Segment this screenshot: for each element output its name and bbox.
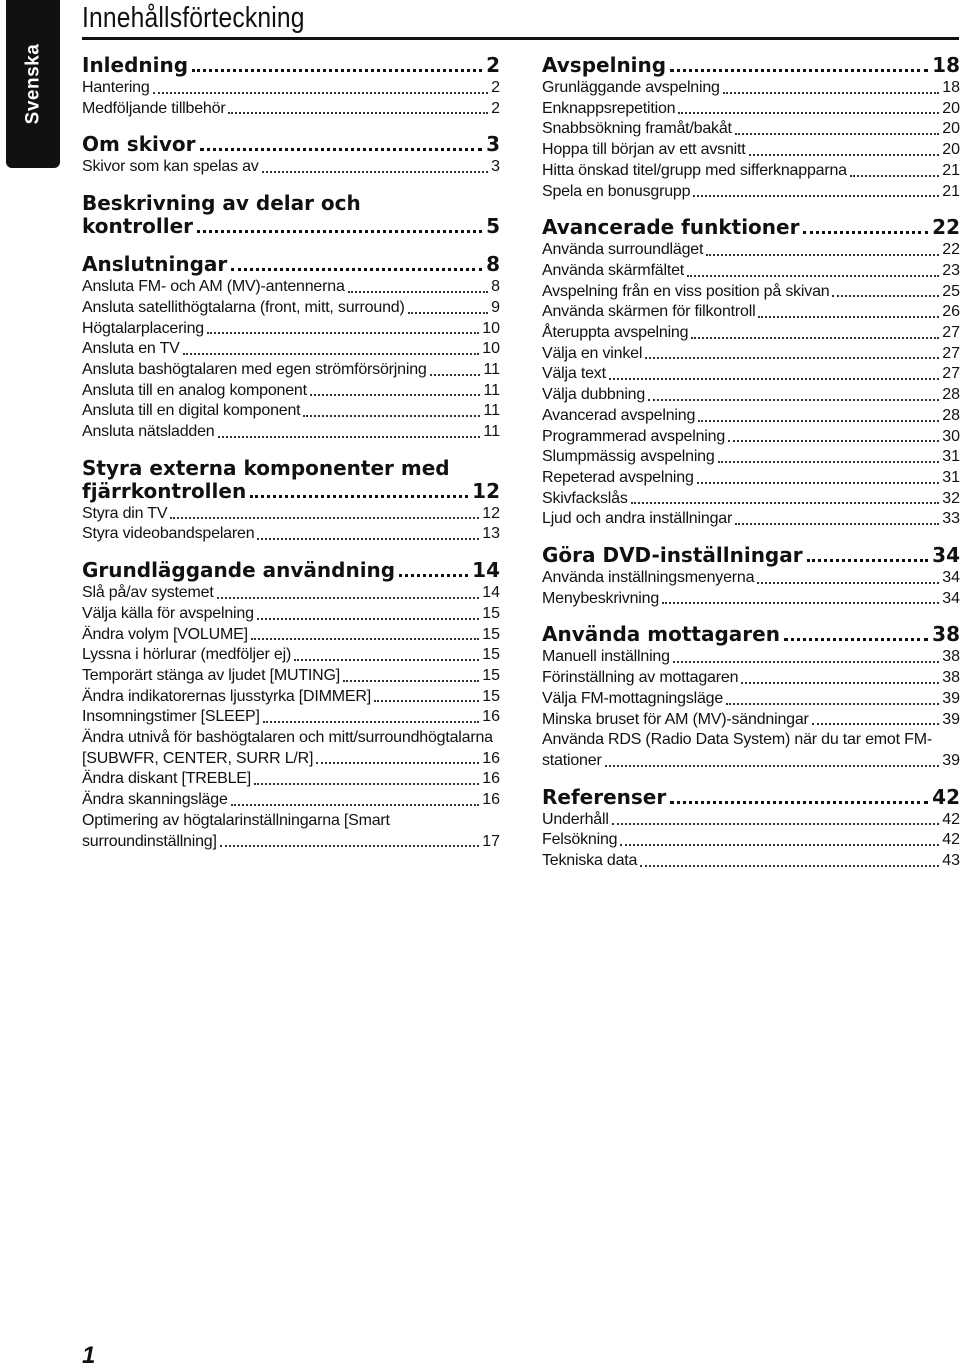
toc-entry-page: 3	[491, 158, 500, 176]
toc-entry[interactable]	[82, 687, 500, 708]
toc-entry-title: Högtalarplacering	[82, 319, 205, 337]
dot-leader	[183, 353, 480, 355]
toc-entry-title: Underhåll	[542, 810, 609, 828]
toc-entry-title: Ändra skanningsläge	[82, 791, 228, 809]
toc-entry-title: Välja dubbning	[542, 386, 646, 404]
toc-entry-page: 15	[482, 646, 500, 664]
toc-entry-page: 16	[482, 791, 500, 809]
toc-section	[82, 253, 500, 443]
toc-entry-title: Ändra indikatorernas ljusstyrka [DIMMER]	[82, 687, 371, 705]
toc-entry-page: 23	[942, 261, 960, 279]
toc-entry-page: 30	[942, 427, 960, 445]
dot-leader	[218, 436, 481, 438]
toc-entry[interactable]	[542, 851, 960, 872]
toc-entry[interactable]	[542, 668, 960, 689]
toc-column-left	[82, 54, 500, 866]
toc-section	[82, 192, 500, 239]
dot-leader	[399, 574, 468, 577]
dot-leader	[228, 112, 488, 114]
section-page-number: 22	[932, 215, 960, 240]
dot-leader	[670, 69, 928, 72]
toc-entry-page: 42	[942, 831, 960, 849]
toc-entry-page: 27	[942, 365, 960, 383]
toc-entry-page: 38	[942, 648, 960, 666]
section-page-number: 42	[932, 784, 960, 809]
toc-entry-title: Hitta önskad titel/grupp med sifferknapparna	[542, 161, 847, 179]
toc-entry-page: 11	[483, 402, 500, 420]
dot-leader	[207, 332, 479, 334]
toc-entry-title: Använda skärmfältet	[542, 261, 685, 279]
toc-entry[interactable]	[542, 810, 960, 831]
dot-leader	[316, 762, 479, 764]
section-heading[interactable]	[542, 544, 960, 568]
dot-leader	[687, 275, 939, 277]
toc-entry[interactable]	[542, 385, 960, 406]
toc-entry-page: 22	[942, 241, 960, 259]
toc-entry[interactable]	[542, 364, 960, 385]
toc-entry-page: 27	[942, 344, 960, 362]
dot-leader	[678, 112, 939, 114]
toc-entry-page: 26	[942, 303, 960, 321]
toc-entry[interactable]	[82, 277, 500, 298]
toc-entry[interactable]	[542, 282, 960, 303]
toc-entry-page: 12	[482, 504, 500, 522]
toc-entry[interactable]	[82, 790, 500, 811]
toc-entry[interactable]	[82, 769, 500, 790]
section-heading-line1: Beskrivning av delar och	[82, 191, 361, 216]
dot-leader	[310, 394, 481, 396]
toc-entry-title: Medföljande tillbehör	[82, 99, 226, 117]
dot-leader	[735, 523, 939, 525]
dot-leader	[200, 148, 483, 151]
toc-entry[interactable]	[82, 583, 500, 604]
dot-leader	[231, 804, 480, 806]
toc-entry-title: Ansluta nätsladden	[82, 423, 215, 441]
dot-leader	[735, 133, 939, 135]
toc-entry-page: 39	[942, 710, 960, 728]
toc-entry-page: 33	[942, 510, 960, 528]
dot-leader	[749, 154, 940, 156]
toc-entry-title: Återuppta avspelning	[542, 324, 689, 342]
dot-leader	[691, 337, 939, 339]
toc-entry-title: Felsökning	[542, 831, 618, 849]
section-heading[interactable]	[542, 54, 960, 78]
toc-entry[interactable]	[82, 707, 500, 728]
toc-section	[542, 786, 960, 872]
dot-leader	[343, 680, 479, 682]
toc-entry-page: 34	[942, 589, 960, 607]
toc-entry[interactable]	[542, 182, 960, 203]
dot-leader	[698, 420, 939, 422]
dot-leader	[662, 602, 939, 604]
dot-leader	[718, 461, 940, 463]
toc-entry[interactable]	[82, 401, 500, 422]
toc-entry-title: Använda surroundläget	[542, 241, 704, 259]
dot-leader	[430, 374, 481, 376]
toc-entry-title: Ansluta en TV	[82, 340, 180, 358]
toc-entry-page: 15	[482, 666, 500, 684]
section-heading-title: Göra DVD-inställningar	[542, 543, 803, 568]
toc-entry[interactable]	[82, 298, 500, 319]
toc-entry[interactable]	[542, 689, 960, 710]
dot-leader	[217, 597, 480, 599]
dot-leader	[648, 399, 939, 401]
toc-entry-title: surroundinställning]	[82, 832, 217, 850]
toc-section	[542, 54, 960, 202]
toc-entry[interactable]	[542, 568, 960, 589]
toc-entry-title: Skivor som kan spelas av	[82, 158, 259, 176]
toc-entry-title: Snabbsökning framåt/bakåt	[542, 120, 732, 138]
dot-leader	[170, 517, 479, 519]
toc-entry-title: Avancerad avspelning	[542, 406, 696, 424]
dot-leader	[640, 865, 939, 867]
section-heading-title: kontroller	[82, 214, 194, 239]
toc-section	[542, 216, 960, 530]
toc-entry-page: 20	[942, 120, 960, 138]
toc-entry-page: 43	[942, 852, 960, 870]
section-heading[interactable]	[82, 54, 500, 78]
toc-entry-title: Enknappsrepetition	[542, 99, 676, 117]
toc-entry[interactable]	[82, 422, 500, 443]
page-title: Innehållsförteckning	[82, 2, 305, 34]
toc-entry-title: Ansluta satellithögtalarna (front, mitt, surround)	[82, 298, 405, 316]
toc-entry-page: 27	[942, 324, 960, 342]
section-page-number: 8	[486, 252, 500, 277]
dot-leader	[192, 69, 482, 72]
toc-entry-title: Ljud och andra inställningar	[542, 510, 733, 528]
toc-entry-title: Ansluta bashögtalaren med egen strömförsörjning	[82, 360, 427, 378]
section-heading-line2	[82, 215, 500, 238]
toc-entry[interactable]	[542, 830, 960, 851]
toc-entry-title: Hantering	[82, 79, 150, 96]
dot-leader	[620, 844, 939, 846]
dot-leader	[757, 582, 939, 584]
toc-section	[542, 544, 960, 609]
dot-leader	[832, 295, 939, 297]
dot-leader	[673, 661, 939, 663]
toc-entry-title: Skivfackslås	[542, 489, 628, 507]
toc-entry-title: Avspelning från en viss position på skivan	[542, 282, 830, 300]
toc-entry-line1: Använda RDS (Radio Data System) när du tar emot FM-	[542, 731, 932, 749]
dot-leader	[197, 230, 482, 233]
dot-leader	[294, 659, 479, 661]
toc-entry-page: 9	[491, 298, 500, 316]
toc-entry[interactable]	[82, 666, 500, 687]
section-heading-line1: Styra externa komponenter med	[82, 455, 450, 480]
section-heading[interactable]	[82, 559, 500, 583]
toc-entry-page: 11	[483, 381, 500, 399]
dot-leader	[697, 482, 940, 484]
dot-leader	[758, 316, 939, 318]
dot-leader	[605, 765, 940, 767]
toc-entry-page: 10	[482, 319, 500, 337]
toc-entry[interactable]	[82, 728, 500, 769]
toc-entry-title: Programmerad avspelning	[542, 427, 726, 445]
dot-leader	[257, 618, 479, 620]
toc-entry[interactable]	[542, 119, 960, 140]
toc-entry[interactable]	[542, 489, 960, 510]
dot-leader	[741, 682, 939, 684]
toc-entry-title: Välja källa för avspelning	[82, 604, 254, 622]
toc-entry-page: 11	[483, 423, 500, 441]
section-page-number: 3	[486, 132, 500, 157]
dot-leader	[784, 638, 928, 641]
toc-entry-title: stationer	[542, 751, 602, 769]
dot-leader	[254, 783, 479, 785]
section-heading[interactable]	[82, 133, 500, 157]
toc-entry-page: 11	[483, 360, 500, 378]
dot-leader	[612, 823, 940, 825]
toc-entry-page: 8	[491, 278, 500, 296]
toc-entry-title: [SUBWFR, CENTER, SURR L/R]	[82, 749, 314, 767]
section-heading[interactable]	[82, 192, 500, 239]
toc-entry[interactable]	[82, 339, 500, 360]
toc-entry[interactable]	[542, 710, 960, 731]
toc-entry-title: Repeterad avspelning	[542, 468, 694, 486]
section-heading-title: Om skivor	[82, 132, 196, 157]
toc-entry-title: Hoppa till början av ett avsnitt	[542, 141, 746, 159]
dot-leader	[220, 845, 479, 847]
toc-entry-title: Manuell inställning	[542, 648, 670, 666]
toc-entry-title: Insomningstimer [SLEEP]	[82, 708, 260, 726]
dot-leader	[231, 268, 482, 271]
toc-entry-title: Minska bruset för AM (MV)-sändningar	[542, 710, 809, 728]
dot-leader	[723, 92, 939, 94]
toc-entry-page: 18	[942, 79, 960, 96]
toc-entry-page: 15	[482, 687, 500, 705]
dot-leader	[250, 495, 468, 498]
toc-entry-page: 31	[942, 448, 960, 466]
toc-entry-title: Slumpmässig avspelning	[542, 448, 715, 466]
toc-entry[interactable]	[542, 140, 960, 161]
section-page-number: 12	[472, 478, 500, 503]
dot-leader	[374, 700, 479, 702]
toc-entry-page: 31	[942, 468, 960, 486]
toc-entry-page: 21	[942, 161, 960, 179]
dot-leader	[726, 703, 939, 705]
toc-entry-page: 39	[942, 689, 960, 707]
toc-entry-title: Spela en bonusgrupp	[542, 182, 691, 200]
section-page-number: 18	[932, 53, 960, 77]
toc-entry[interactable]	[542, 344, 960, 365]
language-tab-label: Svenska	[22, 43, 43, 125]
section-heading[interactable]	[542, 623, 960, 647]
toc-entry-page: 34	[942, 569, 960, 587]
toc-entry-page: 39	[942, 751, 960, 769]
section-heading-title: Grundläggande användning	[82, 558, 396, 583]
dot-leader	[706, 254, 939, 256]
toc-entry[interactable]	[82, 811, 500, 852]
toc-entry[interactable]	[542, 647, 960, 668]
toc-entry[interactable]	[542, 323, 960, 344]
toc-entry-title: Välja FM-mottagningsläge	[542, 689, 724, 707]
toc-entry[interactable]	[542, 99, 960, 120]
section-page-number: 14	[472, 558, 500, 583]
toc-entry-title: Temporärt stänga av ljudet [MUTING]	[82, 666, 340, 684]
toc-entry[interactable]	[542, 730, 960, 771]
toc-entry-page: 20	[942, 141, 960, 159]
section-heading-title: Anslutningar	[82, 252, 228, 277]
toc-entry[interactable]	[542, 161, 960, 182]
toc-entry-page: 28	[942, 386, 960, 404]
toc-entry-line1: Ändra utnivå för bashögtalaren och mitt/surroundhögtalarna	[82, 729, 493, 747]
toc-entry[interactable]	[542, 302, 960, 323]
section-page-number: 34	[932, 543, 960, 568]
toc-entry-line2	[82, 832, 500, 853]
dot-leader	[263, 721, 480, 723]
toc-entry[interactable]	[542, 447, 960, 468]
toc-entry-title: Använda skärmen för filkontroll	[542, 303, 756, 321]
toc-entry[interactable]	[542, 468, 960, 489]
toc-entry[interactable]	[542, 509, 960, 530]
toc-entry[interactable]	[82, 319, 500, 340]
toc-entry[interactable]	[82, 157, 500, 178]
toc-entry-page: 15	[482, 625, 500, 643]
toc-entry[interactable]	[542, 78, 960, 99]
section-page-number: 5	[486, 214, 500, 239]
toc-entry-title: Ansluta FM- och AM (MV)-antennerna	[82, 278, 345, 296]
toc-entry[interactable]	[82, 360, 500, 381]
toc-entry-page: 21	[942, 182, 960, 200]
toc-entry[interactable]	[542, 240, 960, 261]
toc-entry-page: 17	[482, 832, 500, 850]
toc-entry[interactable]	[82, 381, 500, 402]
toc-entry[interactable]	[82, 524, 500, 545]
dot-leader	[262, 171, 488, 173]
toc-entry-title: Förinställning av mottagaren	[542, 669, 739, 687]
toc-entry[interactable]	[82, 504, 500, 525]
toc-entry-page: 13	[482, 525, 500, 543]
language-tab	[6, 0, 60, 168]
toc-section	[542, 623, 960, 771]
toc-entry-line2	[82, 749, 500, 770]
toc-entry-page: 10	[482, 340, 500, 358]
toc-entry-line2	[542, 751, 960, 772]
toc-entry-page: 2	[491, 99, 500, 117]
section-heading-title: Använda mottagaren	[542, 622, 780, 647]
toc-entry-title: Menybeskrivning	[542, 589, 660, 607]
toc-section	[82, 133, 500, 178]
section-heading-title: Avancerade funktioner	[542, 215, 800, 240]
section-heading[interactable]	[82, 253, 500, 277]
toc-entry-title: Tekniska data	[542, 852, 638, 870]
toc-entry-page: 14	[482, 584, 500, 602]
section-heading-line2	[82, 480, 500, 503]
toc-entry[interactable]	[542, 427, 960, 448]
toc-entry-page: 16	[482, 708, 500, 726]
dot-leader	[303, 415, 480, 417]
toc-entry-page: 38	[942, 669, 960, 687]
dot-leader	[631, 502, 940, 504]
toc-entry[interactable]	[542, 261, 960, 282]
toc-entry-title: Slå på/av systemet	[82, 584, 214, 602]
toc-entry-title: Använda inställningsmenyerna	[542, 569, 755, 587]
toc-entry-title: Ansluta till en analog komponent	[82, 381, 307, 399]
toc-entry-title: Ändra volym [VOLUME]	[82, 625, 248, 643]
toc-entry-title: Lyssna i hörlurar (medföljer ej)	[82, 646, 292, 664]
dot-leader	[609, 378, 939, 380]
toc-entry-page: 42	[942, 810, 960, 828]
toc-entry-page: 28	[942, 406, 960, 424]
dot-leader	[728, 440, 939, 442]
dot-leader	[257, 538, 479, 540]
dot-leader	[803, 231, 928, 234]
dot-leader	[812, 723, 940, 725]
toc-entry[interactable]	[82, 604, 500, 625]
toc-section	[82, 457, 500, 545]
dot-leader	[408, 312, 488, 314]
section-heading-title: Referenser	[542, 784, 667, 809]
toc-section	[82, 54, 500, 119]
dot-leader	[850, 175, 939, 177]
toc-entry-title: Ansluta till en digital komponent	[82, 402, 301, 420]
section-heading-title: Inledning	[82, 53, 189, 77]
dot-leader	[348, 291, 488, 293]
toc-entry-page: 32	[942, 489, 960, 507]
page-number: 1	[82, 1342, 96, 1369]
toc-entry-title: Ändra diskant [TREBLE]	[82, 770, 252, 788]
toc-entry-page: 25	[942, 282, 960, 300]
toc-column-right	[542, 54, 960, 886]
dot-leader	[645, 357, 939, 359]
toc-entry[interactable]	[82, 625, 500, 646]
dot-leader	[251, 638, 479, 640]
dot-leader	[153, 92, 489, 94]
toc-entry-page: 15	[482, 604, 500, 622]
toc-entry-page: 2	[491, 79, 500, 96]
section-page-number: 2	[486, 53, 500, 77]
toc-entry-page: 20	[942, 99, 960, 117]
title-divider	[82, 37, 959, 40]
toc-entry-title: Välja en vinkel	[542, 344, 643, 362]
toc-entry-title: Välja text	[542, 365, 606, 383]
dot-leader	[807, 559, 929, 562]
section-heading[interactable]	[542, 216, 960, 240]
toc-entry[interactable]	[82, 99, 500, 120]
section-page-number: 38	[932, 622, 960, 647]
toc-entry-line1: Optimering av högtalarinställningarna [Smart	[82, 811, 390, 829]
section-heading-title: fjärrkontrollen	[82, 478, 247, 503]
toc-entry[interactable]	[542, 406, 960, 427]
toc-entry[interactable]	[542, 589, 960, 610]
toc-entry-title: Styra din TV	[82, 504, 168, 522]
toc-entry[interactable]	[82, 645, 500, 666]
toc-entry-title: Styra videobandspelaren	[82, 525, 255, 543]
toc-entry-title: Grunläggande avspelning	[542, 79, 720, 96]
section-heading-title: Avspelning	[542, 53, 667, 77]
toc-entry-page: 16	[482, 749, 500, 767]
dot-leader	[693, 195, 939, 197]
toc-entry[interactable]	[82, 78, 500, 99]
toc-entry-page: 16	[482, 770, 500, 788]
toc-section	[82, 559, 500, 852]
section-heading[interactable]	[82, 457, 500, 504]
section-heading[interactable]	[542, 786, 960, 810]
dot-leader	[670, 801, 928, 804]
